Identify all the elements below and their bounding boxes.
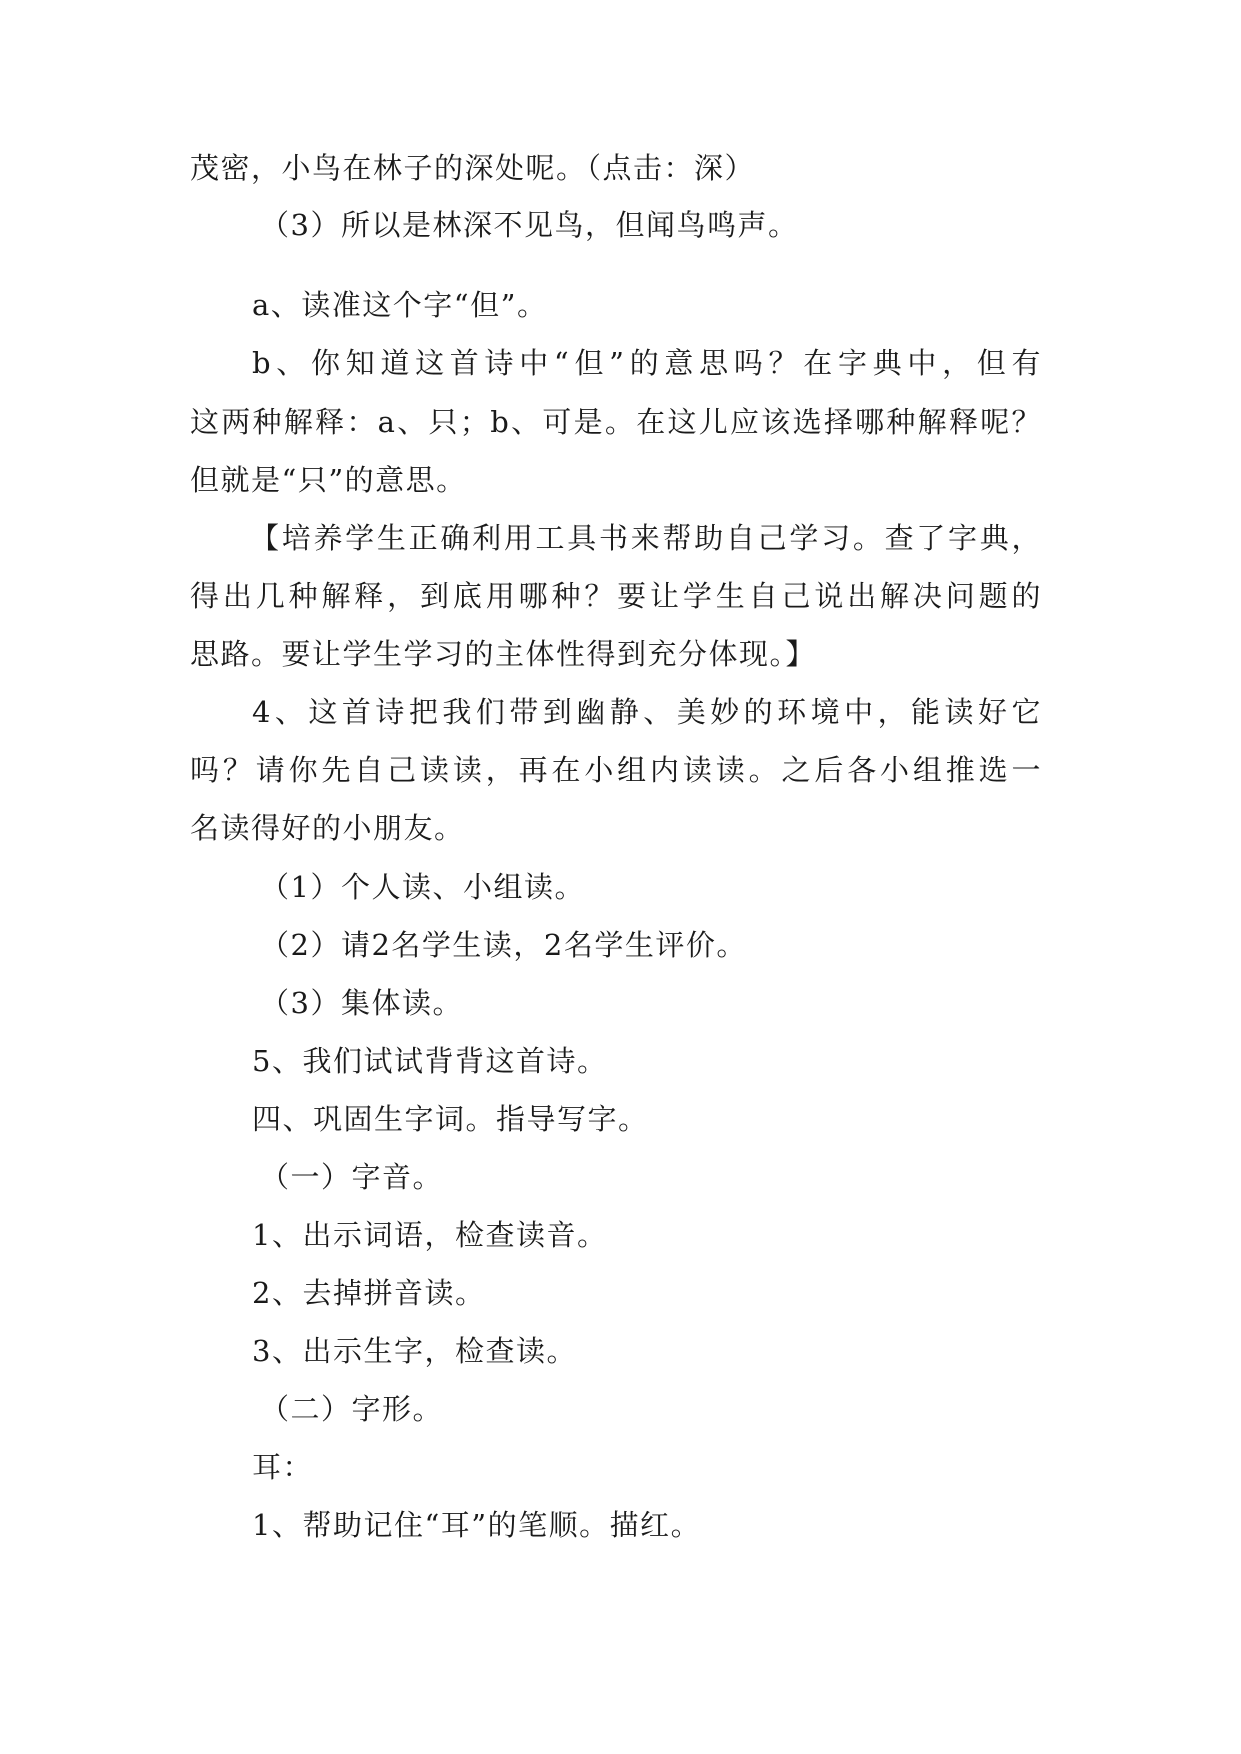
text-line: 1、出示词语，检查读音。: [252, 1218, 608, 1252]
text-line: （3）所以是林深不见鸟，但闻鸟鸣声。: [260, 208, 799, 242]
text-line: 这两种解释：a、只；b、可是。在这儿应该选择哪种解释呢？: [190, 405, 1042, 439]
text-line: 茂密，小鸟在林子的深处呢。（点击：深）: [190, 151, 756, 185]
text-line: a、读准这个字“但”。: [252, 288, 548, 322]
text-line: 2、去掉拼音读。: [252, 1276, 486, 1310]
text-line: （二）字形。: [260, 1392, 444, 1426]
text-line: 四、巩固生字词。指导写字。: [252, 1102, 649, 1136]
text-line: （3）集体读。: [260, 986, 463, 1020]
text-line: 思路。要让学生学习的主体性得到充分体现。】: [190, 637, 817, 671]
text-line: 名读得好的小朋友。: [190, 811, 465, 845]
text-line: b、你知道这首诗中“但”的意思吗？在字典中，但有: [252, 346, 1042, 380]
text-line: 3、出示生字，检查读。: [252, 1334, 577, 1368]
text-line: 耳：: [252, 1450, 314, 1484]
text-line: 1、帮助记住“耳”的笔顺。描红。: [252, 1508, 702, 1542]
text-line: （2）请2名学生读，2名学生评价。: [260, 928, 747, 962]
text-line: 4、这首诗把我们带到幽静、美妙的环境中，能读好它: [252, 695, 1042, 729]
text-line: 【培养学生正确利用工具书来帮助自己学习。查了字典，: [250, 521, 1042, 555]
text-line: （一）字音。: [260, 1160, 444, 1194]
text-line: 5、我们试试背背这首诗。: [252, 1044, 608, 1078]
text-line: 吗？请你先自己读读，再在小组内读读。之后各小组推选一: [190, 753, 1042, 787]
text-line: 得出几种解释，到底用哪种？要让学生自己说出解决问题的: [190, 579, 1042, 613]
text-line: 但就是“只”的意思。: [190, 463, 467, 497]
text-line: （1）个人读、小组读。: [260, 870, 585, 904]
